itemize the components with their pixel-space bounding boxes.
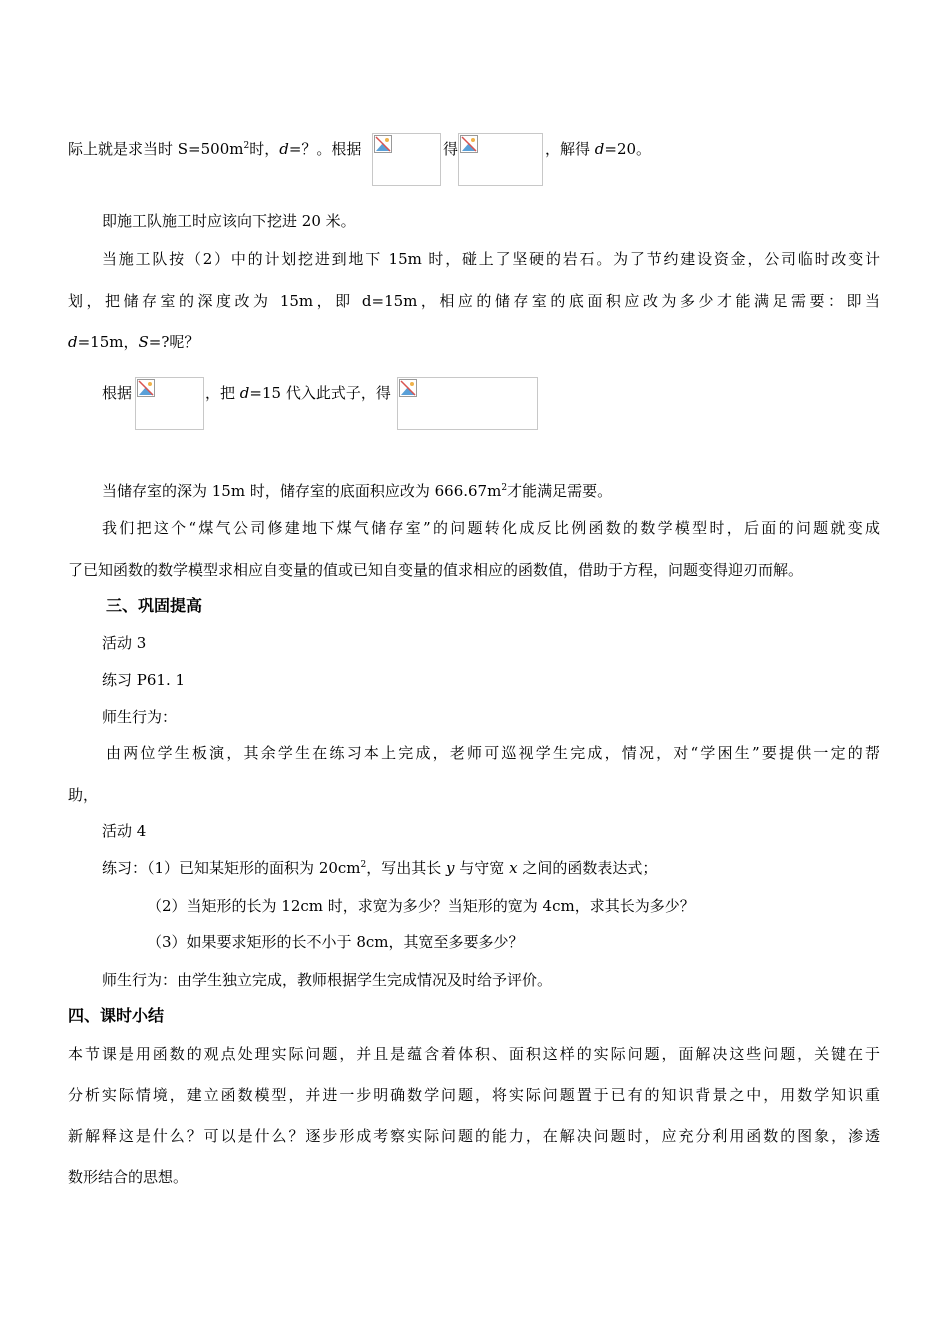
text-line [68, 139, 361, 159]
exercise-label: 练习 P61. 1 [102, 671, 186, 689]
text-line [545, 139, 651, 159]
text: =15m， [77, 333, 139, 351]
variable: d [68, 333, 78, 351]
text: =20。 [604, 140, 652, 158]
formula-image [372, 133, 441, 186]
text: 际上就是求当时 S=500m [68, 140, 244, 158]
variable: d [239, 384, 250, 402]
text: 才能满足需要。 [507, 482, 613, 500]
activity-label: 活动 4 [102, 822, 147, 840]
exercise-question: （2）当矩形的长为 12cm 时，求宽为多少？当矩形的宽为 4cm，求其长为多少？ [147, 897, 695, 915]
text: ，把 [205, 384, 240, 402]
broken-image-icon [137, 379, 155, 397]
text: 之间的函数表达式； [517, 859, 658, 877]
broken-image-icon [374, 135, 392, 153]
variable: d [279, 140, 289, 158]
paragraph-line: 了已知函数的数学模型求相应自变量的值或已知自变量的值求相应的函数值，借助于方程，问题变得迎刃而解。 [68, 561, 804, 579]
summary-line: 新解释这是什么？可以是什么？逐步形成考察实际问题的能力，在解决问题时，应充分利用函数的图象，渗透 [68, 1127, 880, 1145]
behavior-text: 师生行为：由学生独立完成，教师根据学生完成情况及时给予评价。 [102, 971, 553, 989]
paragraph-line: 当施工队按（2）中的计划挖进到地下 15m 时，碰上了坚硬的岩石。为了节约建设资金，公司临时改变计 [102, 250, 880, 268]
text: 练习：（1）已知某矩形的面积为 20cm [102, 859, 361, 877]
summary-line: 分析实际情境，建立函数模型，并进一步明确数学问题，将实际问题置于已有的知识背景之中，用数学知识重 [68, 1086, 880, 1104]
text: 当储存室的深为 15m 时，储存室的底面积应改为 666.67m [102, 482, 502, 500]
paragraph-line: 我们把这个“煤气公司修建地下煤气储存室”的问题转化成反比例函数的数学模型时，后面的问题就变成 [102, 519, 880, 537]
text: =？。根据 [288, 140, 362, 158]
text: =?呢？ [148, 333, 200, 351]
formula-image [397, 377, 538, 430]
text: 根据 [102, 384, 133, 402]
paragraph-line: 助， [68, 786, 99, 804]
broken-image-icon [399, 379, 417, 397]
text: ，解得 [545, 140, 595, 158]
summary-line: 数形结合的思想。 [68, 1168, 189, 1186]
text: =15 代入此式子，得 [249, 384, 391, 402]
superscript: 2 [243, 141, 250, 151]
text: ，写出其长 [366, 859, 447, 877]
broken-image-icon [460, 135, 478, 153]
paragraph: 即施工队施工时应该向下挖进 20 米。 [102, 212, 356, 230]
section-heading: 四、课时小结 [68, 1006, 165, 1025]
section-heading: 三、巩固提高 [106, 596, 203, 615]
variable: x [509, 859, 518, 877]
formula-image [135, 377, 204, 430]
variable: d [594, 140, 605, 158]
activity-label: 活动 3 [102, 634, 147, 652]
text-line [205, 383, 391, 403]
text: 得 [443, 140, 459, 158]
summary-line: 本节课是用函数的观点处理实际问题，并且是蕴含着体积、面积这样的实际问题，面解决这些问题，关键在于 [68, 1045, 880, 1063]
paragraph [102, 481, 612, 501]
formula-image [458, 133, 543, 186]
superscript: 2 [501, 483, 508, 493]
paragraph-line [68, 332, 199, 352]
variable: S [138, 333, 149, 351]
exercise-question: （3）如果要求矩形的长不小于 8cm，其宽至多要多少？ [147, 933, 524, 951]
paragraph-line: 划，把储存室的深度改为 15m，即 d=15m，相应的储存室的底面积应改为多少才能满足需要：即当 [68, 292, 880, 310]
variable: y [446, 859, 455, 877]
behavior-label: 师生行为： [102, 708, 178, 726]
text: 时， [249, 140, 280, 158]
superscript: 2 [360, 860, 367, 870]
paragraph-line: 由两位学生板演，其余学生在练习本上完成，老师可巡视学生完成，情况，对“学困生”要提供一定的帮 [106, 744, 880, 762]
text: 与守宽 [454, 859, 510, 877]
exercise-question [102, 858, 657, 878]
